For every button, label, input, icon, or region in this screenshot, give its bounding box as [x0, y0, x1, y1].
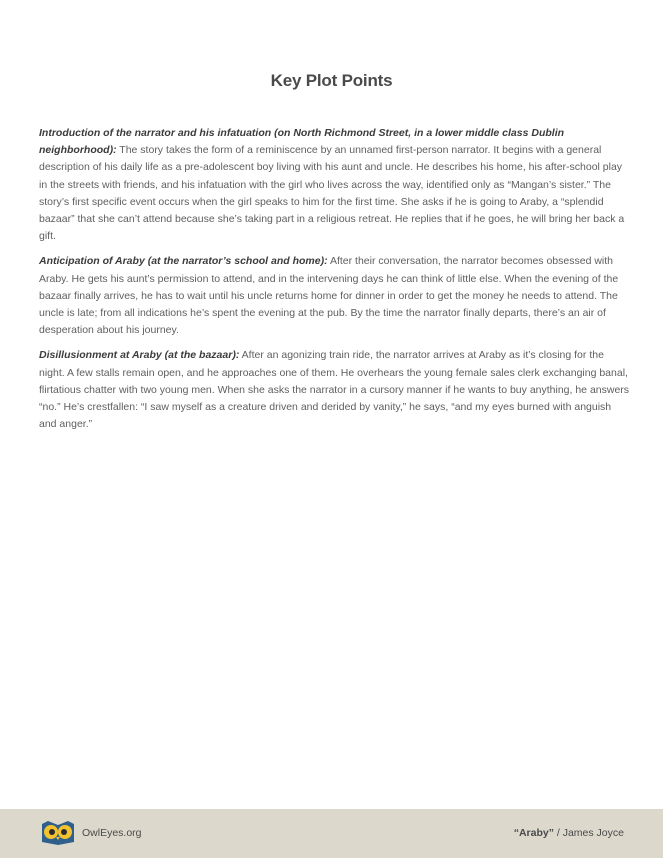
- source-separator: /: [553, 827, 563, 839]
- source-title: “Araby”: [513, 827, 554, 839]
- plot-point-anticipation: [39, 253, 631, 339]
- section-body: After their conversation, the narrator becomes obsessed with Araby. He gets his aunt’s permission to attend, and in the intervening days he can think of little else. When the evening of the bazaar finally arrives, he has to wait until his uncle returns home for dinner in order to get the money he needs to attend. The uncle is late; from all indications he’s spent the evening at the pub. By the time the narrator finally departs, there’s an air of desperation about his journey.: [39, 255, 619, 337]
- plot-points-content: [39, 125, 631, 441]
- plot-point-disillusionment: [39, 347, 631, 433]
- section-heading: Introduction of the narrator and his infatuation (on North Richmond Street, in a lower middle class Dublin neighborhood):: [39, 127, 565, 157]
- section-body: The story takes the form of a reminiscence by an unnamed first-person narrator. It begins with a general description of his daily life as a pre-adolescent boy living with his aunt and uncle. He describes his home, his after-school play in the streets with friends, and his infatuation with the girl who lives across the way, identified only as “Mangan’s sister.” The story’s first specific event occurs when the girl speaks to him for the first time. She asks if he is going to Araby, a “splendid bazaar” that she can’t attend because she’s taking part in a religious retreat. He replies that if he goes, he will bring her back a gift.: [39, 144, 625, 243]
- section-body: After an agonizing train ride, the narrator arrives at Araby as it’s closing for the night. A few stalls remain open, and he approaches one of them. He overhears the young female sales clerk exchanging banal, flirtatious chatter with two young men. When she asks the narrator in a cursory manner if he wants to buy anything, he answers “no.” He’s crestfallen: “I saw myself as a creature driven and derided by vanity,” he says, “and my eyes burned with anguish and anger.”: [39, 349, 630, 431]
- source-citation: [514, 827, 624, 839]
- page-title: Key Plot Points: [270, 71, 393, 90]
- page-footer: [0, 809, 663, 858]
- source-author: James Joyce: [562, 827, 624, 839]
- brand-name[interactable]: OwlEyes.org: [82, 827, 142, 839]
- section-heading: Disillusionment at Araby (at the bazaar):: [39, 349, 240, 362]
- owl-logo-icon[interactable]: [39, 820, 77, 846]
- section-heading: Anticipation of Araby (at the narrator’s school and home):: [39, 255, 328, 268]
- plot-point-introduction: [39, 125, 631, 245]
